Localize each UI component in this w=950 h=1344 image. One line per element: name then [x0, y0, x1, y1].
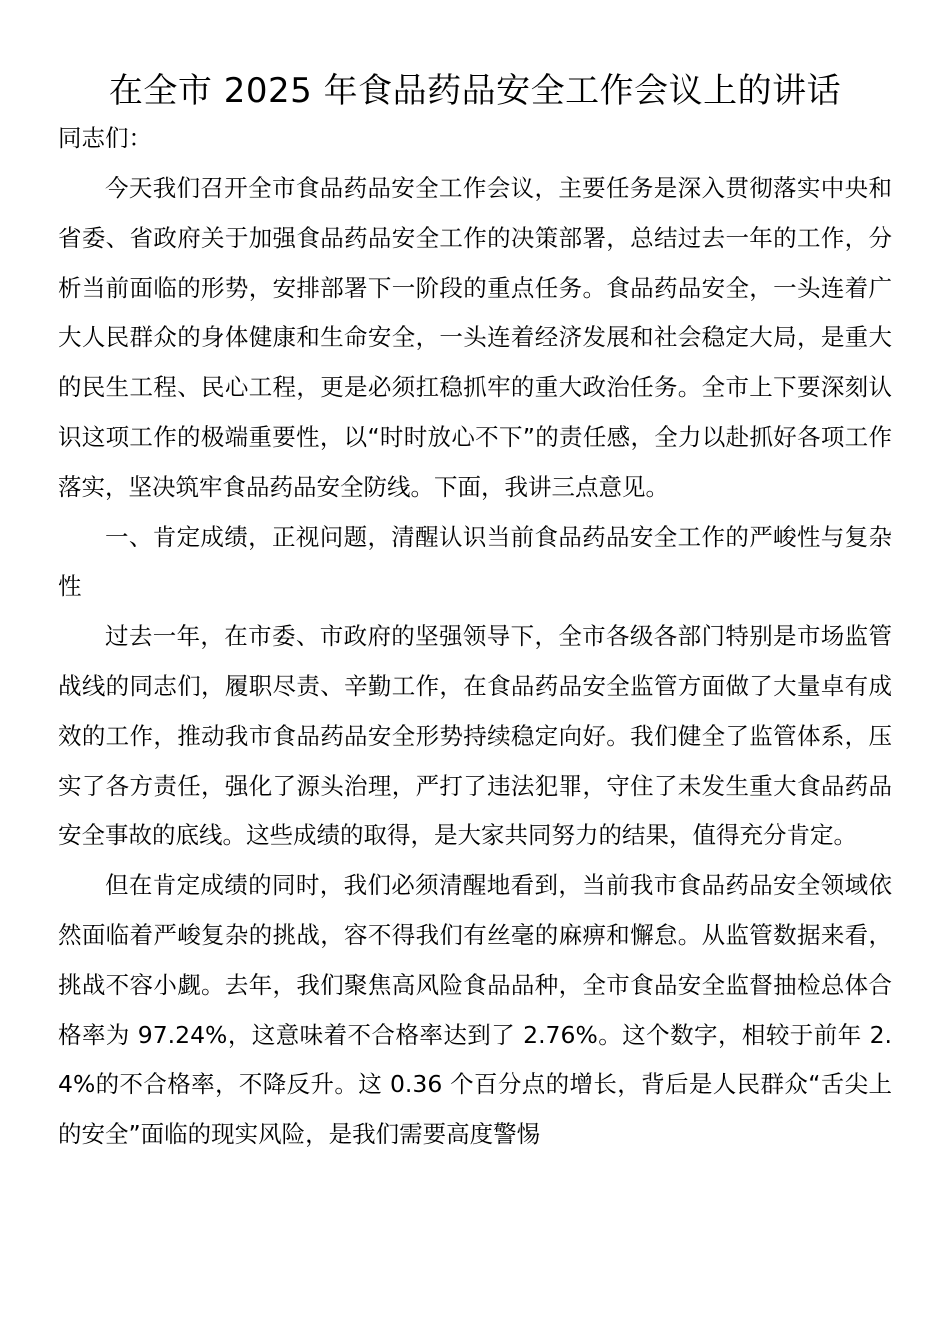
paragraph-challenges: 但在肯定成绩的同时，我们必须清醒地看到，当前我市食品药品安全领域依然面临着严峻复杂的挑战，容不得我们有丝毫的麻痹和懈怠。从监管数据来看，挑战不容小觑。去年，我们聚焦高风险食品品种，全市食品安全监督抽检总体合格率为 97.24%，这意味着不合格率达到了 2.76%。这个数字，相较于前年 2.4%的不合格率，不降反升。这 0.36 个百分点的增长，背后是人民群众“舌尖上的安全”面临的现实风险，是我们需要高度警惕	[58, 871, 893, 1149]
document-title: 在全市 2025 年食品药品安全工作会议上的讲话	[108, 71, 842, 111]
salutation: 同志们：	[58, 124, 152, 152]
document-page	[58, 66, 892, 1160]
paragraph-intro: 今天我们召开全市食品药品安全工作会议，主要任务是深入贯彻落实中央和省委、省政府关于加强食品药品安全工作的决策部署，总结过去一年的工作，分析当前面临的形势，安排部署下一阶段的重点任务。食品药品安全，一头连着广大人民群众的身体健康和生命安全，一头连着经济发展和社会稳定大局，是重大的民生工程、民心工程，更是必须扛稳抓牢的重大政治任务。全市上下要深刻认识这项工作的极端重要性，以“时时放心不下”的责任感，全力以赴抓好各项工作落实，坚决筑牢食品药品安全防线。下面，我讲三点意见。	[58, 174, 892, 501]
paragraph-achievements: 过去一年，在市委、市政府的坚强领导下，全市各级各部门特别是市场监管战线的同志们，履职尽责、辛勤工作，在食品药品安全监管方面做了大量卓有成效的工作，推动我市食品药品安全形势持续稳定向好。我们健全了监管体系，压实了各方责任，强化了源头治理，严打了违法犯罪，守住了未发生重大食品药品安全事故的底线。这些成绩的取得，是大家共同努力的结果，值得充分肯定。	[58, 622, 892, 850]
section-heading-1: 一、肯定成绩，正视问题，清醒认识当前食品药品安全工作的严峻性与复杂性	[58, 522, 892, 601]
